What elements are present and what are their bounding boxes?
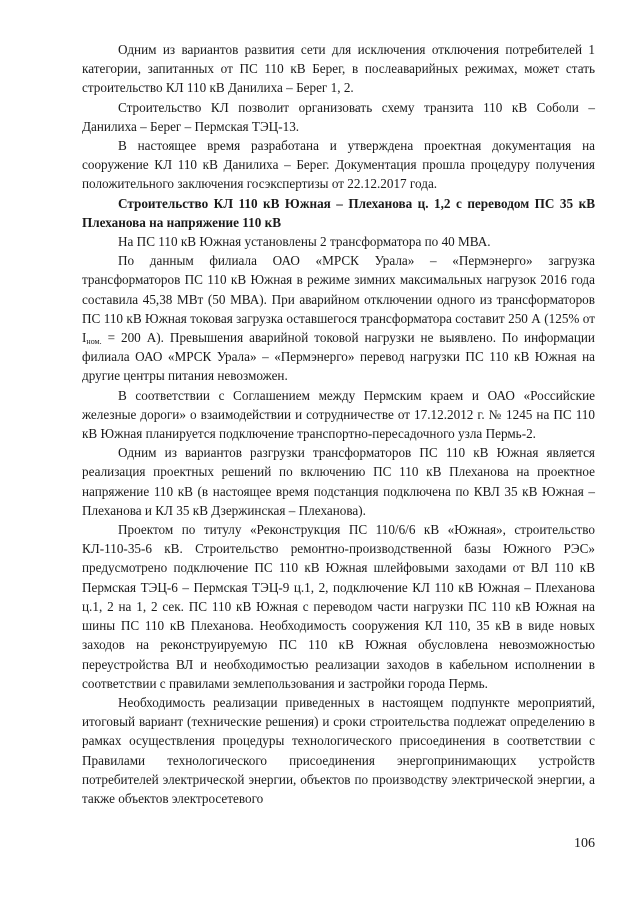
load-data-text-start: По данным филиала ОАО «МРСК Урала» – «Пермэнерго» загрузка трансформаторов ПС 110 кВ Южная в режиме зимних максимальных нагрузок 2016 года составила 45,38 МВт (50 МВА). При аварийном отключении одного из трансформаторов ПС 110 кВ Южная токовая загрузка оставшегося трансформатора составит 250 А (125% от I	[82, 253, 595, 346]
section-heading: Строительство КЛ 110 кВ Южная – Плеханова ц. 1,2 с переводом ПС 35 кВ Плеханова на напряжение 110 кВ	[82, 195, 595, 230]
paragraph-berег-variant: Одним из вариантов развития сети для исключения отключения потребителей 1 категории, запитанных от ПС 110 кВ Берег, в послеаварийных режимах, может стать строительство КЛ 110 кВ Данилиха – Берег 1, 2.	[82, 42, 595, 96]
paragraph-unloading-variant: Одним из вариантов разгрузки трансформаторов ПС 110 кВ Южная является реализация проектных решений по включению ПС 110 кВ Плеханова на проектное напряжение 110 кВ (в настоящее время подстанция подключена по КВЛ 35 кВ Южная – Плеханова и КЛ 35 кВ Дзержинская – Плеханова).	[82, 445, 595, 518]
paragraph-agreement: В соответствии с Соглашением между Пермским краем и ОАО «Российские железные дороги» о взаимодействии и сотрудничестве от 17.12.2012 г. № 1245 на ПС 110 кВ Южная планируется подключение транспортно-пересадочного узла Пермь-2.	[82, 387, 595, 442]
paragraph-reconstruction-project: Проектом по титулу «Реконструкция ПС 110/6/6 кВ «Южная», строительство КЛ-110-35-6 кВ. Строительство ремонтно-производственной базы Южного РЭС» предусмотрено подключение ПС 110 кВ Южная шлейфовыми заходами от ВЛ 110 кВ Пермская ТЭЦ-6 – Пермская ТЭЦ-9 ц.1, 2, подключение КЛ 110 кВ Южная – Плеханова ц.1, 2 на 1, 2 сек. ПС 110 кВ Южная с переводом части нагрузки ПС 110 кВ Южная на шины ПС 110 кВ Плеханова. Необходимость сооружения КЛ 110, 35 кВ в виде новых заходов на реконструируемую ПС 110 кВ Южная обусловлена невозможностью переустройства ВЛ и необходимостью реализации заходов в кабельном исполнении в соответствии с правилами землепользования и застройки города Пермь.	[82, 522, 595, 691]
paragraph-load-data	[82, 251, 595, 385]
paragraph-necessity: Необходимость реализации приведенных в настоящем подпункте мероприятий, итоговый вариант (технические решения) и сроки строительства подлежат определению в рамках осуществления процедуры технологического присоединения в соответствии с Правилами технологического присоединения энергопринимающих устройств потребителей электрической энергии, объектов по производству электрической энергии, а также объектов электросетевого	[82, 694, 595, 806]
nominal-subscript: ном.	[86, 337, 102, 347]
document-body	[82, 40, 595, 808]
paragraph-transformers: На ПС 110 кВ Южная установлены 2 трансформатора по 40 МВА.	[118, 234, 491, 250]
page-number: 106	[574, 836, 595, 851]
load-data-text-end: = 200 А). Превышения аварийной токовой нагрузки не выявлено. По информации филиала ОАО «МРСК Урала» – «Пермэнерго» перевод нагрузки ПС 110 кВ Южная на другие центры питания невозможен.	[82, 330, 595, 384]
paragraph-transit-scheme: Строительство КЛ позволит организовать схему транзита 110 кВ Соболи – Данилиха – Берег – Пермская ТЭЦ-13.	[82, 99, 595, 134]
paragraph-project-documentation: В настоящее время разработана и утверждена проектная документация на сооружение КЛ 110 кВ Данилиха – Берег. Документация прошла процедуру получения положительного заключения госэкспертизы от 22.12.2017 года.	[82, 138, 595, 192]
